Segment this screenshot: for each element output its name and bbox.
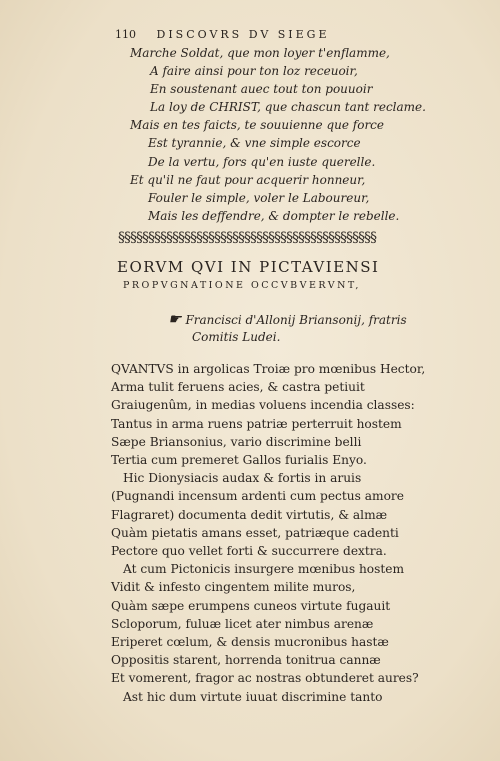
verse-line: En soustenant auec tout ton pouuoir	[150, 82, 373, 97]
poem-line: Scloporum, fuluæ licet ater nimbus arenæ	[111, 616, 374, 631]
poem-line: Hic Dionysiacis audax & fortis in aruis	[123, 471, 362, 486]
dedication-line: Comitis Ludei.	[192, 330, 281, 344]
dedication	[168, 311, 468, 346]
verse-line: Marche Soldat, que mon loyer t'enflamme,	[130, 46, 390, 60]
section-subtitle: PROPVGNATIONE OCCVBVERVNT,	[123, 280, 361, 291]
poem-line: Ast hic dum virtute iuuat discrimine tanto	[123, 689, 383, 704]
section-title: EORVM QVI IN PICTAVIENSI	[117, 258, 380, 276]
poem-line: Eriperet cœlum, & densis mucronibus hastæ	[111, 635, 389, 650]
dedication-line: Francisci d'Allonij Briansonij, fratris	[185, 313, 407, 327]
poem-line: Quàm sæpe erumpens cuneos virtute fugauit	[111, 598, 391, 613]
poem-line: Tertia cum premeret Gallos furialis Enyo.	[111, 453, 367, 468]
running-title: DISCOVRS DV SIEGE	[156, 28, 330, 41]
page-number: 110	[115, 28, 136, 41]
poem-line: Tantus in arma ruens patriæ perterruit hostem	[111, 416, 402, 431]
poem-line: Oppositis starent, horrenda tonitrua cannæ	[111, 653, 381, 668]
verse-line: Et qu'il ne faut pour acquerir honneur,	[130, 172, 366, 187]
verse-line: La loy de CHRIST, que chascun tant reclame.	[150, 100, 426, 115]
poem-line: Et vomerent, fragor ac nostras obtunderet aures?	[111, 671, 419, 686]
poem-line: At cum Pictonicis insurgere mœnibus hostem	[123, 562, 405, 577]
poem-line: Graiugenûm, in medias voluens incendia classes:	[111, 398, 415, 413]
verse-line: Mais en tes faicts, te souuienne que force	[130, 118, 384, 133]
poem-line: Flagraret) documenta dedit virtutis, & almæ	[111, 507, 388, 522]
poem-line: Sæpe Briansonius, vario discrimine belli	[111, 434, 362, 449]
verse-line: Mais les deffendre, & dompter le rebelle.	[148, 208, 400, 223]
poem-line: Quàm pietatis amans esset, patriæque cadenti	[111, 525, 399, 540]
verse-line: De la vertu, fors qu'en iuste querelle.	[148, 154, 376, 169]
poem-line: Vidit & infesto cingentem milite muros,	[111, 580, 356, 595]
poem-line: (Pugnandi incensum ardenti cum pectus amore	[111, 489, 404, 504]
verse-line: A faire ainsi pour ton loz receuoir,	[150, 64, 358, 79]
verse-line: Est tyrannie, & vne simple escorce	[148, 136, 361, 151]
verse-line: Fouler le simple, voler le Laboureur,	[148, 190, 370, 205]
french-verse	[130, 44, 480, 225]
poem-line: Pectore quo vellet forti & succurrere dextra.	[111, 544, 387, 559]
running-header	[115, 28, 470, 41]
poem-line: QVANTVS in argolicas Troiæ pro mœnibus Hector,	[111, 362, 426, 376]
ornament-border: §§§§§§§§§§§§§§§§§§§§§§§§§§§§§§§§§§§§§§§§§§§	[118, 230, 376, 246]
latin-poem	[111, 360, 481, 706]
poem-line: Arma tulit feruens acies, & castra petiuit	[111, 380, 365, 395]
pointing-hand-icon: ☛	[168, 310, 182, 328]
